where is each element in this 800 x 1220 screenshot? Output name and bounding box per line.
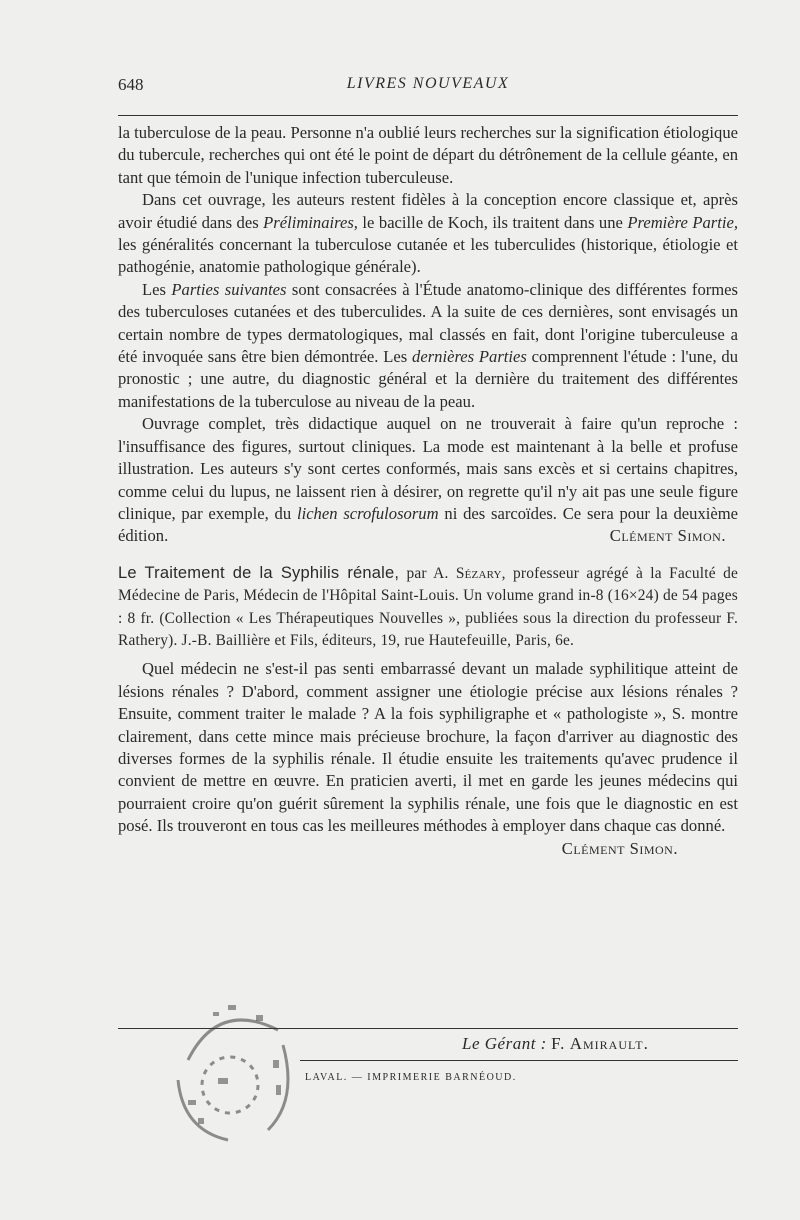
- gerant-label: Le Gérant :: [462, 1034, 547, 1053]
- paragraph-1: la tuberculose de la peau. Personne n'a oublié leurs recherches sur la signification étiologique du tubercule, recherches qui ont été le point de départ du détrônement de la cellule géante, en tant que témoin de l'unique infection tuberculeuse.: [118, 123, 738, 187]
- footer-rule-2: [300, 1060, 738, 1061]
- review-body: Quel médecin ne s'est-il pas senti embarrassé devant un malade syphilitique atteint de lésions rénales ? D'abord, comment assigner une étiologie précise aux lésions rénales ? Ensuite, comment traiter le malade ? A la fois syphiligraphe et « pathologiste », S. montre clairement, dans cette mince mais précieuse brochure, la façon d'arriver au diagnostic des diverses formes de la syphilis rénale. Il étudie ensuite les traitements qu'avec prudence il convient de mettre en œuvre. En praticien averti, il met en garde les jeunes médecins qui pourraient croire qu'on guérit sûrement la syphilis rénale, une fois que le diagnostic en est posé. Ils trouveront en tous cas les meilleures méthodes à employer dans chaque cas donné. Clément Simon.: [118, 658, 738, 837]
- signature-2: Clément Simon.: [561, 838, 678, 858]
- imprint: LAVAL. — IMPRIMERIE BARNÉOUD.: [305, 1072, 517, 1083]
- gerant-line: [462, 1034, 649, 1054]
- paragraph-4: Ouvrage complet, très didactique auquel on ne trouverait à faire qu'un reproche : l'insuffisance des figures, surtout cliniques. La mode est maintenant à la belle et profuse illustration. Les auteurs s'y sont certes conformés, mais sans excès et si certains chapitres, comme celui du lupus, ne laissent rien à désirer, on regrette qu'il n'y ait pas une seule figure clinique, par exemple, du lichen scrofulosorum ni des sarcoïdes. Ce sera pour la deuxième édition. Clément Simon.: [118, 413, 738, 547]
- header-rule: [118, 115, 738, 116]
- paragraph-2: Dans cet ouvrage, les auteurs restent fidèles à la conception encore classique et, après avoir étudié dans des Préliminaires, le bacille de Koch, ils traitent dans une Première Partie, les généralités concernant la tuberculose cutanée et les tuberculides (historique, étiologie et pathogénie, anatomie pathologique générale).: [118, 190, 738, 277]
- review-details: professeur agrégé à la Faculté de Médecine de Paris, Médecin de l'Hôpital Saint-Louis. Un volume grand in-8 (16×24) de 54 pages : 8 fr. (Collection « Les Thérapeutiques Nouvelles », publiées sous la direction du professeur F. Rathery). J.-B. Baillière et Fils, éditeurs, 19, rue Hautefeuille, Paris, 6e.: [118, 564, 738, 649]
- page-header: [118, 75, 738, 99]
- paragraph-3: Les Parties suivantes sont consacrées à l'Étude anatomo-clinique des différentes formes des tuberculoses cutanées et des tuberculides. A la suite de ces dernières, sont envisagés un certain nombre de types dermatologiques, mal classés en fait, dont l'origine tuberculeuse a été invoquée sans être bien démontrée. Les dernières Parties comprennent l'étude : l'une, du pronostic ; une autre, du diagnostic général et la dernière du traitement des différentes manifestations de la tuberculose au niveau de la peau.: [118, 279, 739, 411]
- review-title: Le Traitement de la Syphilis rénale,: [118, 563, 400, 582]
- gerant-name: F. Amirault.: [551, 1034, 649, 1053]
- page-number: 648: [118, 75, 144, 94]
- running-title: LIVRES NOUVEAUX: [346, 75, 510, 92]
- signature-1: Clément Simon.: [609, 526, 726, 546]
- library-stamp-icon: [158, 990, 308, 1160]
- page-body: [118, 122, 738, 860]
- review-author: Sézary,: [455, 564, 506, 582]
- review-heading: Le Traitement de la Syphilis rénale, par A. Sézary, professeur agrégé à la Faculté de Médecine de Paris, Médecin de l'Hôpital Saint-Louis. Un volume grand in-8 (16×24) de 54 pages : 8 fr. (Collection « Les Thérapeutiques Nouvelles », publiées sous la direction du professeur F. Rathery). J.-B. Baillière et Fils, éditeurs, 19, rue Hautefeuille, Paris, 6e.: [118, 563, 738, 649]
